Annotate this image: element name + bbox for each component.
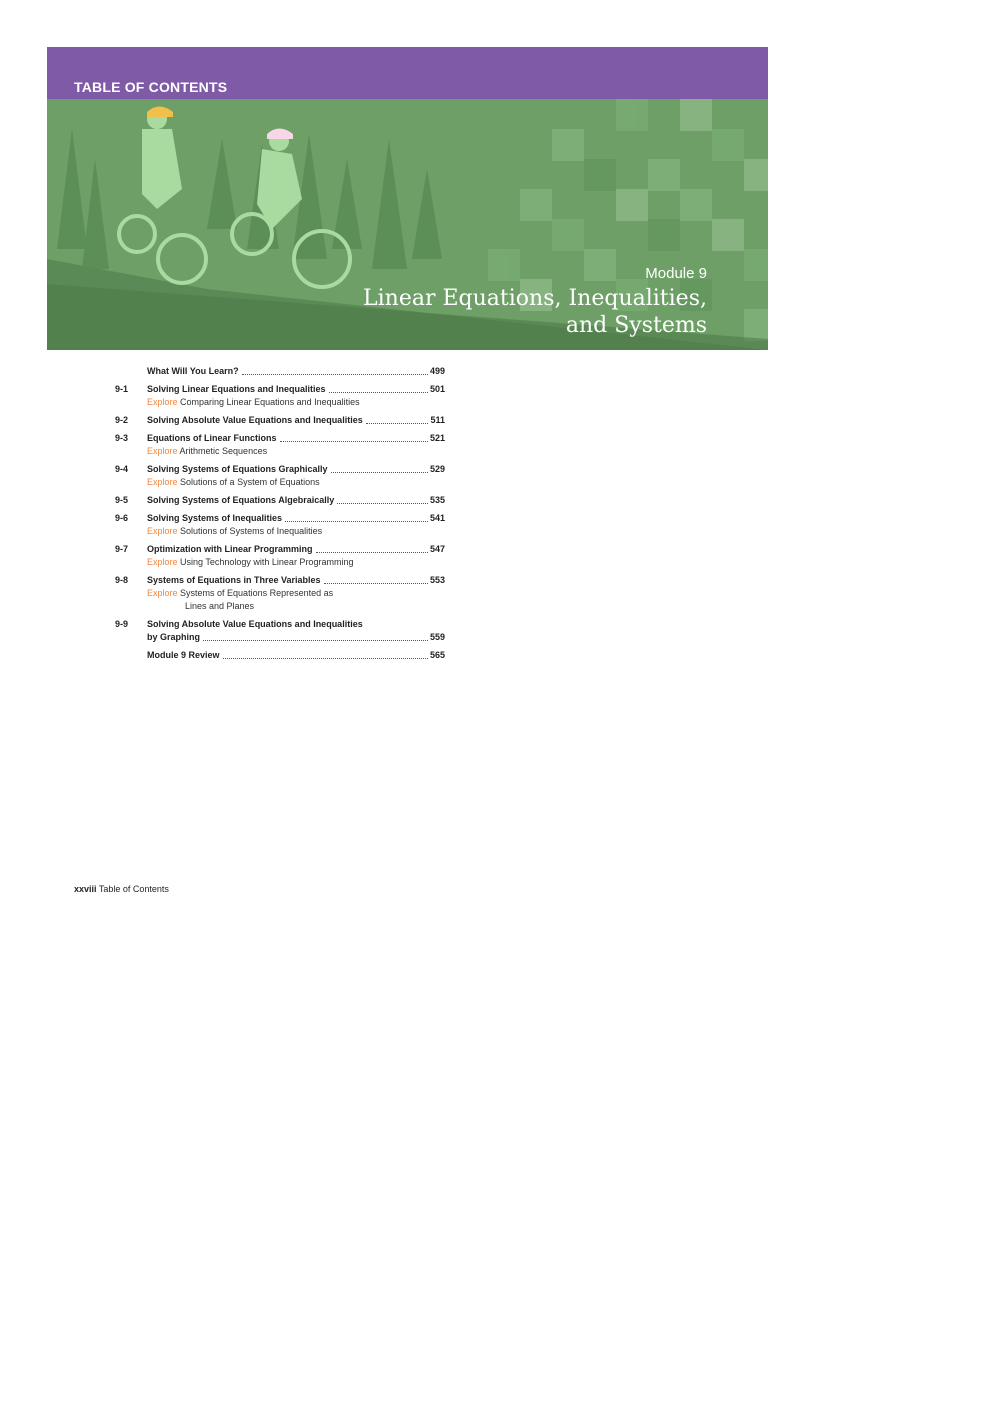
toc-title: Solving Linear Equations and Inequalities: [147, 384, 326, 394]
toc-page: 521: [429, 433, 445, 443]
toc-row-9-7[interactable]: [105, 543, 445, 569]
dot-leader: [316, 552, 428, 553]
module-title: [287, 285, 707, 339]
dot-leader: [331, 472, 428, 473]
header-band: [47, 47, 768, 99]
explore-keyword: Explore: [147, 557, 178, 567]
toc-page: 547: [429, 544, 445, 554]
footer-label: Table of Contents: [98, 884, 169, 894]
dot-leader: [242, 374, 428, 375]
explore-keyword: Explore: [147, 526, 178, 536]
toc-row-9-6[interactable]: [105, 512, 445, 538]
footer-page-number: xxviii: [74, 884, 97, 894]
toc-title: Equations of Linear Functions: [147, 433, 277, 443]
lesson-number: 9-5: [115, 495, 129, 505]
toc-row-9-5[interactable]: [105, 494, 445, 507]
toc-title: Systems of Equations in Three Variables: [147, 575, 321, 585]
toc-page: 529: [429, 464, 445, 474]
toc-page: 499: [429, 366, 445, 376]
lesson-number: 9-6: [115, 513, 129, 523]
lesson-number: 9-9: [115, 619, 129, 629]
dot-leader: [280, 441, 428, 442]
toc-title: What Will You Learn?: [147, 366, 239, 376]
toc-page: 565: [429, 650, 445, 660]
explore-line: [147, 525, 445, 538]
toc-title-line1: Solving Absolute Value Equations and Inequalities: [147, 619, 363, 629]
module-title-line1: Linear Equations, Inequalities,: [363, 286, 707, 311]
toc-page: 535: [429, 495, 445, 505]
toc-page: 559: [429, 632, 445, 642]
module-number: Module 9: [645, 265, 707, 282]
explore-title: Using Technology with Linear Programming: [180, 557, 354, 567]
explore-line: [147, 556, 445, 569]
toc-heading: TABLE OF CONTENTS: [74, 79, 228, 95]
toc-title: Solving Absolute Value Equations and Inequalities: [147, 415, 363, 425]
explore-title: Solutions of a System of Equations: [180, 477, 320, 487]
toc-row-9-8[interactable]: [105, 574, 445, 613]
explore-line: [147, 587, 445, 600]
explore-keyword: Explore: [147, 446, 178, 456]
toc-title: Optimization with Linear Programming: [147, 544, 313, 554]
explore-line: [147, 476, 445, 489]
toc-row-intro[interactable]: [105, 365, 445, 378]
toc-page: 511: [430, 415, 445, 425]
explore-keyword: Explore: [147, 477, 178, 487]
page-footer: [74, 884, 169, 894]
toc-title: Solving Systems of Inequalities: [147, 513, 283, 523]
lesson-number: 9-1: [115, 384, 129, 394]
dot-leader: [324, 583, 428, 584]
dot-leader: [223, 658, 428, 659]
lesson-number: 9-7: [115, 544, 129, 554]
explore-title: Arithmetic Sequences: [179, 446, 268, 456]
dot-leader: [366, 423, 429, 424]
explore-title: Solutions of Systems of Inequalities: [180, 526, 323, 536]
dot-leader: [329, 392, 428, 393]
toc-row-9-3[interactable]: [105, 432, 445, 458]
dot-leader: [203, 640, 428, 641]
toc-page: 501: [429, 384, 445, 394]
toc-page: 553: [429, 575, 445, 585]
toc-row-9-9[interactable]: [105, 618, 445, 644]
lesson-number: 9-4: [115, 464, 129, 474]
toc-title: by Graphing: [147, 632, 201, 642]
toc-page: 541: [429, 513, 445, 523]
explore-title-continued: Lines and Planes: [185, 601, 255, 611]
explore-keyword: Explore: [147, 588, 178, 598]
lesson-number: 9-2: [115, 415, 129, 425]
explore-line: [147, 396, 445, 409]
explore-title: Comparing Linear Equations and Inequalities: [180, 397, 360, 407]
toc-row-9-4[interactable]: [105, 463, 445, 489]
module-title-line2: and Systems: [565, 313, 707, 338]
toc-row-9-2[interactable]: [105, 414, 445, 427]
table-of-contents: [105, 365, 445, 667]
toc-title: Solving Systems of Equations Algebraically: [147, 495, 335, 505]
explore-line: [147, 445, 445, 458]
lesson-number: 9-8: [115, 575, 129, 585]
dot-leader: [285, 521, 428, 522]
toc-title: Module 9 Review: [147, 650, 220, 660]
module-hero-image: [47, 99, 768, 350]
explore-keyword: Explore: [147, 397, 178, 407]
toc-title: Solving Systems of Equations Graphically: [147, 464, 328, 474]
dot-leader: [337, 503, 428, 504]
toc-row-review[interactable]: [105, 649, 445, 662]
toc-row-9-1[interactable]: [105, 383, 445, 409]
explore-title: Systems of Equations Represented as: [180, 588, 334, 598]
lesson-number: 9-3: [115, 433, 129, 443]
